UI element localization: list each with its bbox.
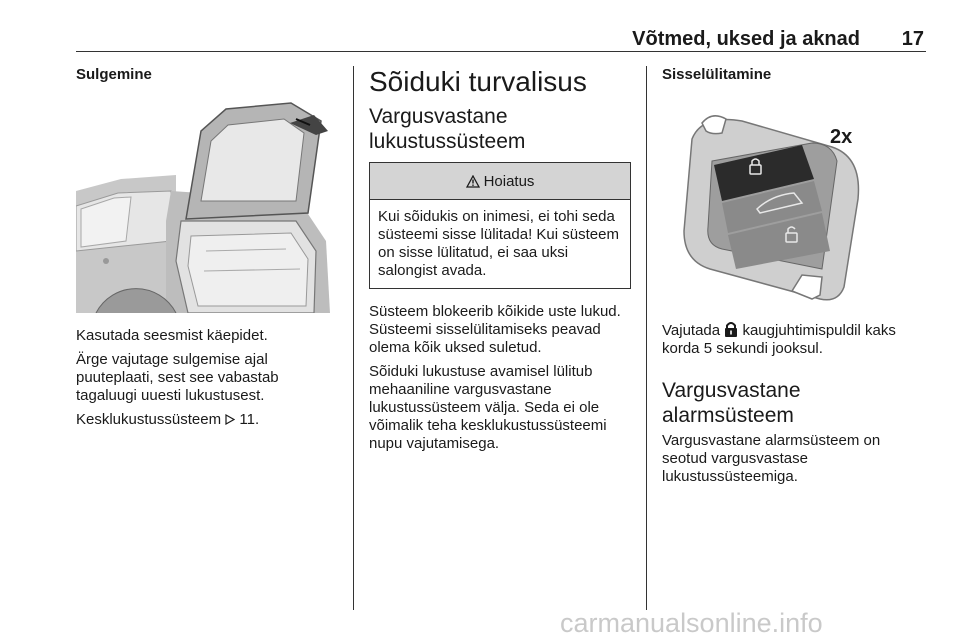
page-reference-arrow-icon	[225, 414, 235, 425]
paragraph-unlocking-deactivates: Sõiduki lukustuse avamisel lülitub mehaaniline vargusvastane lukustussüsteem välja. Seda ei ole võimalik teha kesklukustussüsteemi nupu vajutamisega.	[369, 363, 607, 452]
instruction-after: kaugjuhtimispuldil kaks korda 5 sekundi jooksul.	[662, 322, 896, 357]
section-heading-closing: Sulgemine	[76, 66, 152, 83]
page-number: 17	[901, 28, 924, 50]
paragraph-touchpad-note: Ärge vajutage sulgemise ajal puuteplaati, sest see vabastab tagaluugi uuesti lukustusest.	[76, 351, 279, 404]
paragraph-alarm-linked: Vargusvastane alarmsüsteem on seotud vargusvastase lukustussüsteemiga.	[662, 432, 881, 485]
column-1	[76, 66, 338, 435]
instruction-before: Vajutada	[662, 322, 721, 339]
running-header-title: Võtmed, uksed ja aknad	[632, 28, 860, 50]
reference-link-text[interactable]: Kesklukustussüsteem	[76, 411, 222, 428]
warning-triangle-icon	[466, 175, 480, 188]
column-separator-left	[353, 66, 354, 610]
warning-header	[370, 163, 630, 200]
remote-key-illustration	[662, 99, 926, 307]
warning-text: Kui sõidukis on inimesi, ei tohi seda süsteemi sisse lülitada! Kui süsteem on sisse lülitatud, ei saa uksi salongist avada.	[378, 208, 619, 279]
lock-icon	[724, 321, 738, 338]
column-3	[662, 66, 926, 492]
warning-box	[369, 162, 631, 289]
warning-label: Hoiatus	[483, 172, 535, 190]
watermark: carmanualsonline.info	[560, 608, 823, 638]
paragraph-use-handle: Kasutada seesmist käepidet.	[76, 327, 268, 344]
tailgate-illustration	[76, 101, 330, 313]
column-separator-right	[646, 66, 647, 610]
subsection-title-anti-theft-locking: Vargusvastane lukustussüsteem	[369, 105, 526, 153]
section-title-vehicle-security: Sõiduki turvalisus	[369, 66, 587, 97]
paragraph-activation-instruction	[662, 321, 926, 358]
subsection-title-anti-theft-alarm: Vargusvastane alarmsüsteem	[662, 379, 801, 427]
paragraph-reference	[76, 411, 338, 429]
paragraph-system-blocks-locks: Süsteem blokeerib kõikide uste lukud. Süsteemi sisselülitamiseks peavad olema kõik uksed suletud.	[369, 303, 621, 356]
press-count-label: 2x	[830, 126, 853, 148]
column-2	[369, 66, 631, 459]
section-heading-activation: Sisselülitamine	[662, 66, 772, 83]
header-rule	[76, 51, 926, 52]
reference-page[interactable]: 11.	[239, 411, 260, 428]
